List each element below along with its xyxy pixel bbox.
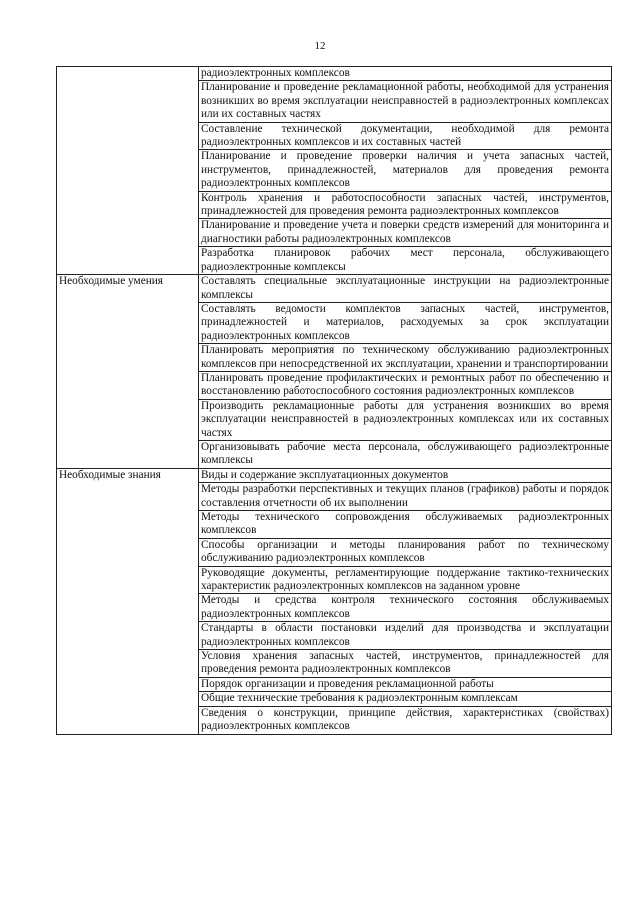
table-cell: Руководящие документы, регламентирующие поддержание тактико-технических характеристик радиоэлектронных комплексов на заданном уровне xyxy=(199,566,612,594)
table-row xyxy=(57,468,612,482)
table-cell: Планирование и проведение рекламационной работы, необходимой для устранения возникших во время эксплуатации неисправностей в радиоэлектронных комплексах или их составных частях xyxy=(199,81,612,122)
table-cell: Способы организации и методы планирования работ по техническому обслуживанию радиоэлектронных комплексов xyxy=(199,538,612,566)
table-cell: Порядок организации и проведения рекламационной работы xyxy=(199,677,612,691)
table-cell: Методы и средства контроля технического состояния обслуживаемых радиоэлектронных комплексов xyxy=(199,594,612,622)
section-label xyxy=(57,67,199,275)
table-cell: Общие технические требования к радиоэлектронным комплексам xyxy=(199,692,612,706)
requirements-table xyxy=(56,66,612,735)
table-cell: Планировать мероприятия по техническому обслуживанию радиоэлектронных комплексов при непосредственной их эксплуатации, хранении и транспортировании xyxy=(199,344,612,372)
table-cell: Планирование и проведение учета и поверки средств измерений для мониторинга и диагностики работы радиоэлектронных комплексов xyxy=(199,219,612,247)
table-row xyxy=(57,67,612,81)
table-cell: Контроль хранения и работоспособности запасных частей, инструментов, принадлежностей для проведения ремонта радиоэлектронных комплексов xyxy=(199,191,612,219)
table-cell: Составлять ведомости комплектов запасных частей, инструментов, принадлежностей и материалов, расходуемых за срок эксплуатации радиоэлектронных комплексов xyxy=(199,302,612,343)
table-row xyxy=(57,275,612,303)
table-cell: Планировать проведение профилактических и ремонтных работ по обеспечению и восстановлению работоспособного состояния радиоэлектронных комплексов xyxy=(199,371,612,399)
section-label-knowledge: Необходимые знания xyxy=(57,468,199,734)
table-cell: Разработка планировок рабочих мест персонала, обслуживающего радиоэлектронные комплексы xyxy=(199,247,612,275)
table-cell: Организовывать рабочие места персонала, обслуживающего радиоэлектронные комплексы xyxy=(199,440,612,468)
table-cell: Составление технической документации, необходимой для ремонта радиоэлектронных комплексов и их составных частей xyxy=(199,122,612,150)
table-cell: Условия хранения запасных частей, инструментов, принадлежностей для проведения ремонта радиоэлектронных комплексов xyxy=(199,650,612,678)
table-cell: Производить рекламационные работы для устранения возникших во время эксплуатации неисправностей в радиоэлектронных комплексах или их составных частях xyxy=(199,399,612,440)
table-cell: Планирование и проведение проверки наличия и учета запасных частей, инструментов, принадлежностей, материалов для проведения ремонта радиоэлектронных комплексов xyxy=(199,150,612,191)
table-cell: радиоэлектронных комплексов xyxy=(199,67,612,81)
table-cell: Виды и содержание эксплуатационных документов xyxy=(199,468,612,482)
section-label-skills: Необходимые умения xyxy=(57,275,199,469)
table-cell: Стандарты в области постановки изделий для производства и эксплуатации радиоэлектронных комплексов xyxy=(199,622,612,650)
table-cell: Сведения о конструкции, принципе действия, характеристиках (свойствах) радиоэлектронных комплексов xyxy=(199,706,612,734)
table-cell: Составлять специальные эксплуатационные инструкции на радиоэлектронные комплексы xyxy=(199,275,612,303)
table-cell: Методы технического сопровождения обслуживаемых радиоэлектронных комплексов xyxy=(199,511,612,539)
table-cell: Методы разработки перспективных и текущих планов (графиков) работы и порядок составления отчетности об их выполнении xyxy=(199,483,612,511)
page-number: 12 xyxy=(314,40,326,52)
